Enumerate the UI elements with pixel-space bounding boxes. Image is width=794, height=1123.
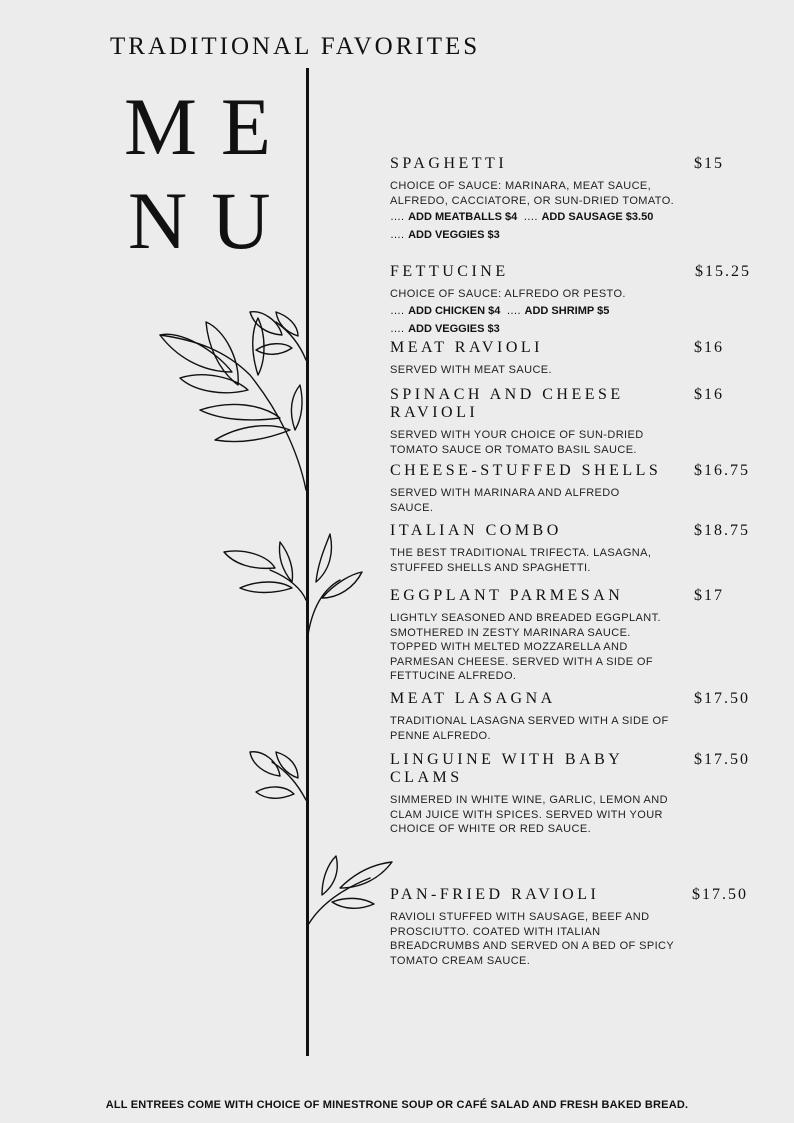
item-name: LINGUINE WITH BABY CLAMS [390,751,623,786]
menu-item-meat-lasagna [390,690,760,743]
addon-text: ADD VEGGIES $3 [408,322,500,335]
item-price: $17.50 [694,690,750,707]
menu-subtitle: TRADITIONAL FAVORITES [110,33,481,60]
addon-text: ADD MEATBALLS $4 [408,211,518,223]
addon-text: ADD SHRIMP $5 [524,304,610,317]
footer-note: ALL ENTREES COME WITH CHOICE OF MINESTRONE SOUP OR CAFÉ SALAD AND FRESH BAKED BREAD. [105,1099,689,1111]
addon-row [390,208,760,226]
menu-item-linguine-baby-clams [390,751,760,837]
item-name: MEAT RAVIOLI [390,339,543,356]
item-price: $15 [694,155,724,172]
addon-row [390,320,760,338]
item-description: THE BEST TRADITIONAL TRIFECTA. LASAGNA, STUFFED SHELLS AND SPAGHETTI. [390,547,652,574]
menu-item-spinach-cheese-ravioli [390,386,760,457]
addon-row [390,226,760,244]
item-description: SERVED WITH MARINARA AND ALFREDO SAUCE. [390,487,620,514]
item-name: ITALIAN COMBO [390,522,562,539]
item-price: $17 [694,587,724,604]
addon-dots: …. [523,211,538,223]
item-name: PAN-FRIED RAVIOLI [390,886,600,903]
menu-item-cheese-stuffed-shells [390,462,760,515]
menu-item-meat-ravioli [390,339,760,378]
menu-title-line-2: NU [128,175,295,266]
addon-text: ADD VEGGIES $3 [408,229,500,241]
item-name: MEAT LASAGNA [390,690,556,707]
vertical-divider [306,68,309,1056]
item-name: EGGPLANT PARMESAN [390,587,624,604]
addon-dots: …. [506,304,521,317]
item-description: CHOICE OF SAUCE: MARINARA, MEAT SAUCE, ALFREDO, CACCIATORE, OR SUN-DRIED TOMATO. [390,180,675,207]
item-price: $15.25 [695,263,751,280]
addon-dots: …. [390,211,405,223]
menu-item-pan-fried-ravioli [390,886,760,968]
menu-item-fettucine [390,263,760,338]
item-description: SERVED WITH MEAT SAUCE. [390,364,553,376]
addon-dots: …. [390,229,405,241]
addon-text: ADD CHICKEN $4 [408,304,501,317]
item-price: $17.50 [692,886,748,903]
item-description: LIGHTLY SEASONED AND BREADED EGGPLANT. SMOTHERED IN ZESTY MARINARA SAUCE. TOPPED WITH MELTED MOZZARELLA AND PARMESAN CHEESE. SERVED WITH A SIDE OF FETTUCINE ALFREDO. [390,612,661,682]
item-price: $17.50 [694,751,750,768]
menu-title-line-1: ME [124,81,295,172]
item-name: FETTUCINE [390,263,509,280]
addon-row [390,302,760,320]
item-description: SIMMERED IN WHITE WINE, GARLIC, LEMON AND CLAM JUICE WITH SPICES. SERVED WITH YOUR CHOICE OF WHITE OR RED SAUCE. [390,794,668,835]
item-price: $16 [694,386,724,403]
item-name: CHEESE-STUFFED SHELLS [390,462,662,479]
item-description: CHOICE OF SAUCE: ALFREDO OR PESTO. [390,288,626,300]
item-name: SPINACH AND CHEESE RAVIOLI [390,386,624,421]
addon-text: ADD SAUSAGE $3.50 [541,211,654,223]
item-price: $16 [694,339,724,356]
item-name: SPAGHETTI [390,155,508,172]
menu-item-italian-combo [390,522,760,575]
item-description: RAVIOLI STUFFED WITH SAUSAGE, BEEF AND PROSCIUTTO. COATED WITH ITALIAN BREADCRUMBS AND SERVED ON A BED OF SPICY TOMATO CREAM SAUCE. [390,911,674,967]
addon-dots: …. [390,304,405,317]
menu-item-spaghetti [390,155,760,244]
item-price: $18.75 [694,522,750,539]
item-description: SERVED WITH YOUR CHOICE OF SUN-DRIED TOMATO SAUCE OR TOMATO BASIL SAUCE. [390,429,644,456]
item-description: TRADITIONAL LASAGNA SERVED WITH A SIDE OF PENNE ALFREDO. [390,715,669,742]
item-price: $16.75 [694,462,750,479]
addon-dots: …. [390,322,405,335]
menu-item-eggplant-parmesan [390,587,760,684]
